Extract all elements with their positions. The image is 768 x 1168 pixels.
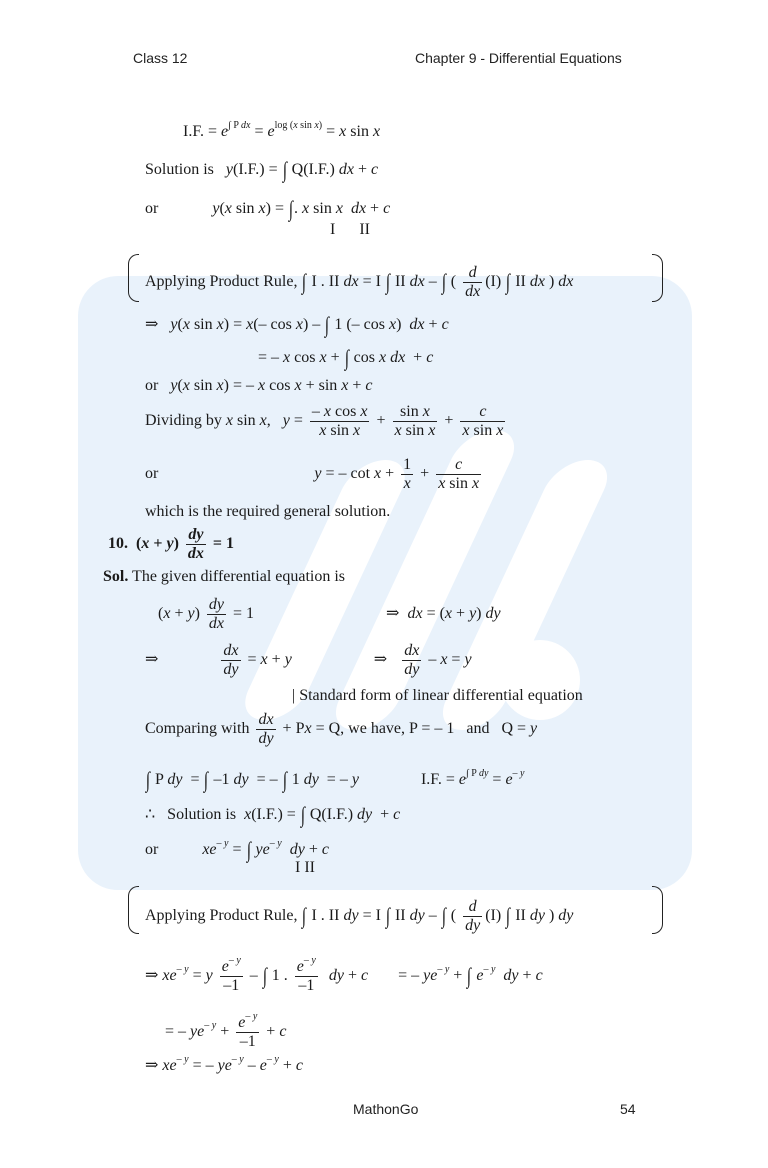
conclusion-line: which is the required general solution. <box>145 503 391 520</box>
step-line-6: ⇒ $xe^{- y}$ = – $ye^{- y} - e^{- y} + c$ <box>145 1054 303 1074</box>
product-rule-2: Applying Product Rule, ∫ I . II dy = I ∫ II dy – ∫ ( $\frac{d}{dy}$ (I) ∫ II dy ) dy <box>145 898 574 934</box>
equation-line-1: (x + y) $\frac{dy}{dx}$ = 1 ⇒ dx = (x + y) dy <box>158 596 501 632</box>
watermark-dot <box>500 640 580 720</box>
step-line-3: or y(x sin x) = – x cos x + sin x + c <box>145 377 373 394</box>
step-line-1: ⇒ y(x sin x) = x(– cos x) – ∫ 1 (– cos x) dx + c <box>145 312 449 337</box>
page-number: 54 <box>620 1101 636 1117</box>
chapter-label: Chapter 9 - Differential Equations <box>415 50 622 66</box>
right-paren-2 <box>652 886 663 934</box>
solution-intro: Sol. The given differential equation is <box>103 568 346 585</box>
parts-marks-2: I II <box>295 859 315 876</box>
equation-line-2: ⇒ $\frac{dx}{dy}$ = x + y ⇒ $\frac{dx}{dy}$ – x = y <box>145 642 472 678</box>
integral-p-line: ∫ P dy = ∫ –1 dy = – ∫ 1 dy = – y I.F. = $e^{\int P dy} = e^{- y}$ <box>145 767 525 792</box>
question-10: 10. (x + y) $\frac{dy}{dx}$ = 1 <box>108 526 235 562</box>
solution-line-2: ∴ Solution is x(I.F.) = ∫ Q(I.F.) dy + c <box>145 802 401 827</box>
product-rule-1: Applying Product Rule, ∫ I . II dx = I ∫ II dx – ∫ ( $\frac{d}{dx}$ (I) ∫ II dx ) dx <box>145 264 574 300</box>
footer-brand: MathonGo <box>353 1101 419 1117</box>
dividing-line: Dividing by x sin x, y = $\frac{\text{– x cos x}}{\text{x sin x}}$ + $\frac{\text{sin x}}{\text{x sin x}}$ + $\frac{c}{\text{x sin x}}$ <box>145 403 504 439</box>
parts-marks-1: I II <box>330 221 370 238</box>
comparing-line: Comparing with $\frac{dx}{dy}$ + Px = Q, we have, P = – 1 and Q = y <box>145 711 538 747</box>
left-paren-2 <box>128 886 139 934</box>
if-line: I.F. = $e^{\int P dx} = e^{log (x sin x)} = x$ sin x <box>183 120 381 140</box>
step-line-5: = – $ye^{- y}$ + $\frac{e^{- y}}{-1}$ + c <box>165 1011 287 1050</box>
standard-form-note: | Standard form of linear differential equation <box>292 687 583 704</box>
left-paren-1 <box>128 254 139 302</box>
class-label: Class 12 <box>133 50 188 66</box>
step-line-4: ⇒ $xe^{- y} = y$ $\frac{e^{- y}}{-1}$ – ∫ 1 . $\frac{e^{- y}}{-1}$ dy + c = – $ye^{- y}$ + ∫ $e^{- y}$ dy + c <box>145 955 543 994</box>
step-line-2: = – x cos x + ∫ cos x dx + c <box>258 345 434 370</box>
solution-line-1: Solution is y(I.F.) = ∫ Q(I.F.) dx + c <box>145 157 379 182</box>
right-paren-1 <box>652 254 663 302</box>
or-line-1: or y(x sin x) = ∫. x sin x dx + c <box>145 196 391 221</box>
final-line-1: or y = – cot x + $\frac{1}{x}$ + $\frac{c}{\text{x sin x}}$ <box>145 456 480 492</box>
or-line-2: or $xe^{- y}$ = ∫ $ye^{- y}$ dy + c <box>145 837 329 862</box>
